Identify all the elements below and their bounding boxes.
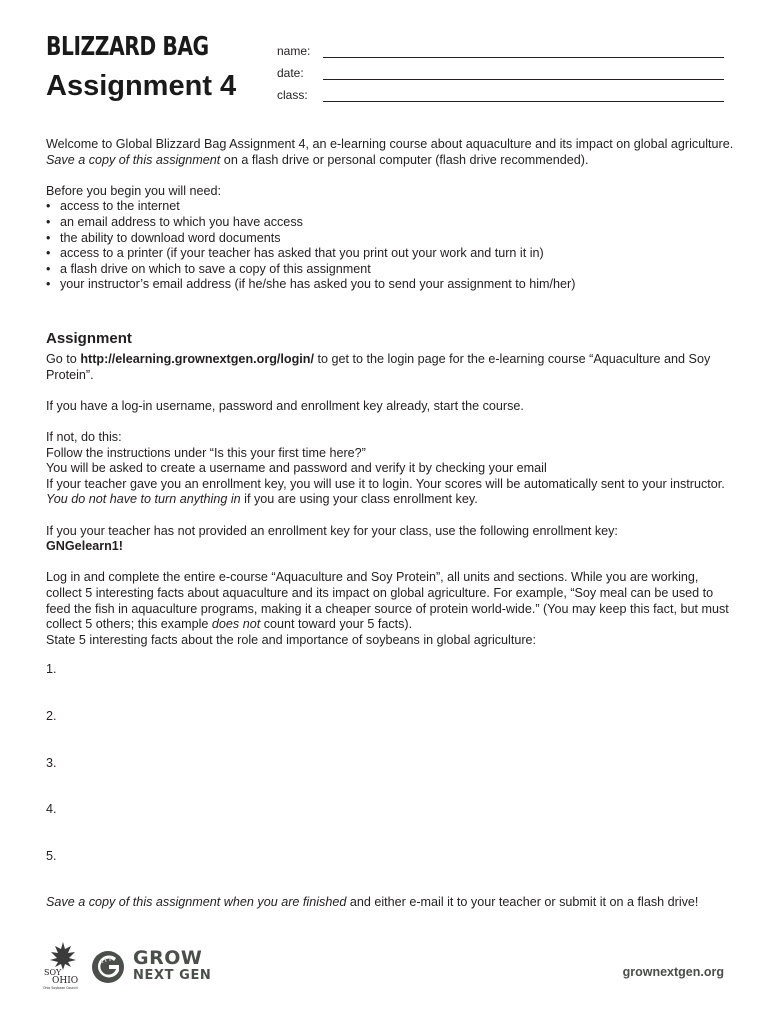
before-heading: Before you begin you will need: (46, 183, 222, 198)
create-line: You will be asked to create a username and password and verify it by checking your email (46, 461, 547, 476)
svg-text:Ohio Soybean Council: Ohio Soybean Council (43, 986, 78, 990)
next-gen-logo-text: NEXT GEN (133, 968, 212, 983)
name-input[interactable] (323, 42, 724, 58)
class-input[interactable] (323, 86, 724, 102)
list-item: • an email address to which you have access (46, 215, 736, 231)
class-label: class: (277, 88, 308, 102)
fact-number-2: 2. (46, 709, 57, 723)
date-field-row (277, 58, 724, 80)
fact-number-4: 4. (46, 802, 57, 816)
list-item: • a flash drive on which to save a copy of this assignment (46, 262, 736, 278)
welcome-paragraph: Welcome to Global Blizzard Bag Assignment 4, an e-learning course about aquaculture and its impact on global agriculture. Save a copy of this assignment on a flash drive or personal computer (flash drive recommended). (46, 137, 734, 167)
name-label: name: (277, 44, 311, 58)
requirements-list (46, 199, 736, 293)
grow-next-gen-g-icon (91, 950, 125, 984)
list-item: • access to the internet (46, 199, 736, 215)
grow-logo-text: GROW (133, 947, 203, 969)
assignment-section (46, 352, 736, 648)
no-key-paragraph: If you your teacher has not provided an enrollment key for your class, use the following enrollment key: (46, 523, 618, 538)
fact-number-3: 3. (46, 756, 57, 770)
list-item: • your instructor’s email address (if he/she has asked you to send your assignment to him/her) (46, 277, 736, 293)
soy-logo-text: SOY (44, 968, 62, 977)
student-info-fields (277, 36, 724, 102)
assignment-heading: Assignment (46, 330, 132, 347)
svg-text:OHIO: OHIO (52, 976, 79, 986)
follow-line: Follow the instructions under “Is this your first time here?” (46, 445, 366, 460)
state-facts-line: State 5 interesting facts about the role and importance of soybeans in global agriculture: (46, 632, 537, 647)
class-field-row (277, 80, 724, 102)
enrollment-key: GNGelearn1! (46, 539, 123, 554)
blizzard-bag-title: BLIZZARD BAG (46, 32, 209, 62)
teacher-key-paragraph: If your teacher gave you an enrollment key, you will use it to login. Your scores will be automatically sent to your instructor. You do not have to turn anything in if you are using your class enrollment key. (46, 476, 725, 507)
name-field-row (277, 36, 724, 58)
closing-section (46, 895, 736, 911)
goto-paragraph: Go to http://elearning.grownextgen.org/login/ to get to the login page for the e-learning course “Aquaculture and Soy Protein”. (46, 352, 711, 382)
have-login-paragraph: If you have a log-in username, password and enrollment key already, start the course. (46, 398, 524, 413)
if-not-line: If not, do this: (46, 429, 122, 444)
fact-number-5: 5. (46, 849, 57, 863)
grownextgen-link[interactable]: grownextgen.org (622, 965, 724, 979)
date-label: date: (277, 66, 304, 80)
complete-paragraph: Log in and complete the entire e-course “Aquaculture and Soy Protein”, all units and sections. While you are working, collect 5 interesting facts about aquaculture and its impact on global agriculture. For example, “Soy meal can be used to feed the fish in aquaculture programs, making it a cheaper source of protein world-wide.” (You may keep this fact, but must collect 5 others; this example does not count toward your 5 facts). (46, 570, 729, 632)
fact-number-1: 1. (46, 662, 57, 676)
list-item: • access to a printer (if your teacher has asked that you print out your work and turn it in) (46, 246, 736, 262)
list-item: • the ability to download word documents (46, 231, 736, 247)
date-input[interactable] (323, 64, 724, 80)
soy-ohio-logo (42, 940, 84, 990)
closing-paragraph: Save a copy of this assignment when you are finished and either e-mail it to your teacher or submit it on a flash drive! (46, 895, 699, 909)
elearning-login-link[interactable]: http://elearning.grownextgen.org/login/ (80, 352, 314, 366)
intro-section (46, 137, 736, 293)
assignment-title: Assignment 4 (46, 70, 237, 102)
